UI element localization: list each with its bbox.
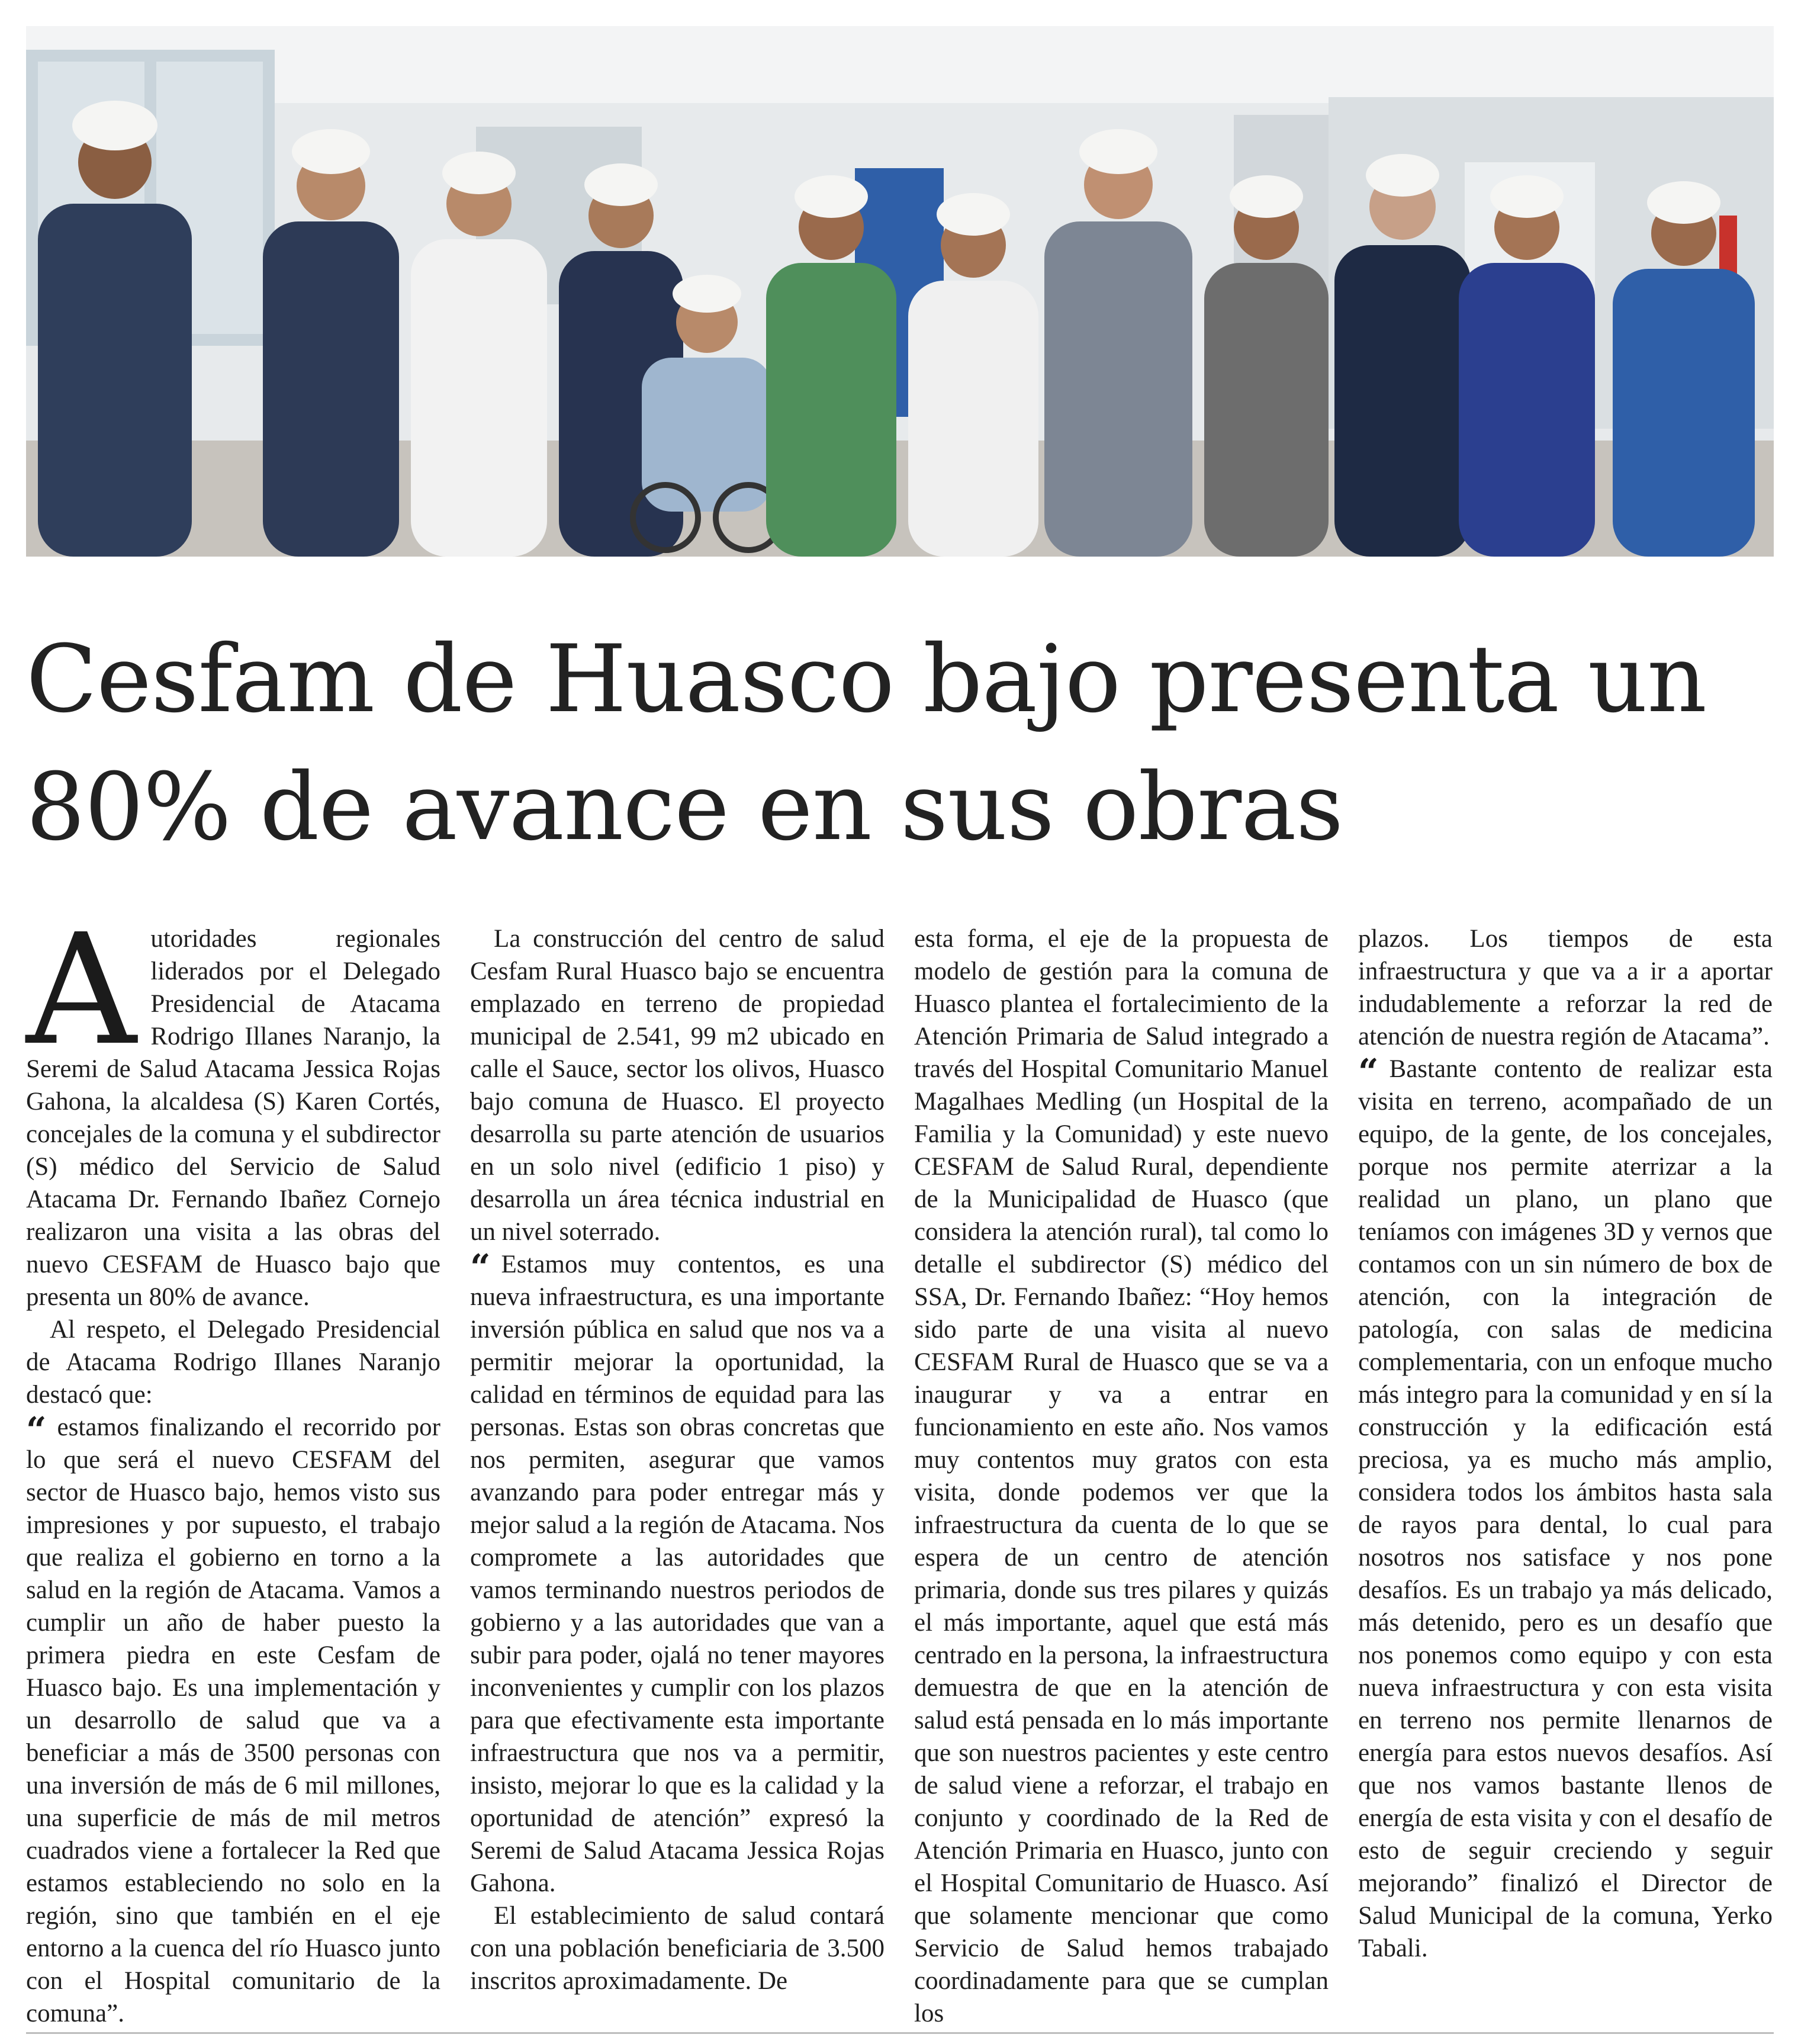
headline-line-1: Cesfam de Huasco bajo presenta un [26, 625, 1707, 734]
paragraph-text: Estamos muy contentos, es una nueva infraestructura, es una importante inversión pública en salud que nos va a permitir mejorar la oportunidad, la calidad en términos de equidad para las personas. Estas son obras concretas que nos permiten, asegurar que vamos avanzando para poder entregar más y mejor salud a la región de Atacama. Nos compromete a las autoridades que vamos terminando nuestros periodos de gobierno y a las autoridades que van a subir para poder, ojalá no tener mayores inconvenientes y cumplir con los plazos para que efectivamente esta importante infraestructura que nos va a permitir, insisto, mejorar lo que es la calidad y la oportunidad de atención” expresó la Seremi de Salud Atacama Jessica Rojas Gahona. [470, 1251, 885, 1897]
paragraph: El establecimiento de salud contará con una población beneficiaria de 3.500 inscritos aproximadamente. De [470, 1902, 885, 1995]
quote-paragraph [26, 1411, 440, 2030]
paragraph: esta forma, el eje de la propuesta de modelo de gestión para la comuna de Huasco plantea el fortalecimiento de la Atención Primaria de Salud integrado a través del Hospital Comunitario Manuel Magalhaes Medling (un Hospital de la Familia y la Comunidad) y este nuevo CESFAM de Salud Rural, dependiente de la Municipalidad de Huasco (que considera la atención rural), tal como lo detalle el subdirector (S) médico del SSA, Dr. Fernando Ibañez: “Hoy hemos sido parte de una visita al nuevo CESFAM Rural de Huasco que se va a inaugurar y va a entrar en funcionamiento en este año. Nos vamos muy contentos muy gratos con esta visita, donde podemos ver que la infraestructura da cuenta de lo que se espera de un centro de atención primaria, donde sus tres pilares y quizás el más importante, aquel que está más centrado en la persona, la infraestructura demuestra de que en la atención de salud está pensada en lo más importante que son nuestros pacientes y este centro de salud viene a reforzar, el trabajo en conjunto y coordinado de la Red de Atención Primaria en Huasco, junto con el Hospital Comunitario de Huasco. Así que solamente mencionar que como Servicio de Salud hemos trabajado coordinadamente para que se cumplan los [914, 925, 1329, 2027]
paragraph-text: estamos finalizando el recorrido por lo que será el nuevo CESFAM del sector de Huasco bajo, hemos visto sus impresiones y por supuesto, el trabajo que realiza el gobierno en torno a la salud en la región de Atacama. Vamos a cumplir un año de haber puesto la primera piedra en este Cesfam de Huasco bajo. Es una implementación y un desarrollo de salud que va a beneficiar a más de 3500 personas con una inversión de más de 6 mil millones, una superficie de más de mil metros cuadrados viene a fortalecer la Red que estamos estableciendo no solo en la región, sino que también en el eje entorno a la cuenca del río Huasco junto con el Hospital comunitario de la comuna”. [26, 1413, 440, 2027]
ceiling [26, 26, 1774, 103]
article-headline [26, 616, 1778, 872]
quote-mark-icon: “ [1358, 1052, 1379, 1093]
quote-paragraph [470, 1248, 885, 1900]
column-2 [470, 923, 885, 2030]
drop-cap: A [26, 901, 137, 1079]
bottom-divider [26, 2032, 1774, 2034]
paragraph: La construcción del centro de salud Cesfam Rural Huasco bajo se encuentra emplazado en terreno de propiedad municipal de 2.541, 99 m2 ubicado en calle el Sauce, sector los olivos, Huasco bajo comuna de Huasco. El proyecto desarrolla su parte atención de usuarios en un solo nivel (edificio 1 piso) y desarrolla un área técnica industrial en un nivel soterrado. [470, 925, 885, 1246]
quote-mark-icon: “ [470, 1247, 491, 1288]
headline-line-2: 80% de avance en sus obras [26, 753, 1343, 862]
column-3 [914, 923, 1329, 2030]
article-body [26, 901, 1774, 2027]
group-photo [26, 26, 1774, 557]
column-4 [1358, 923, 1773, 2030]
paragraph [26, 901, 440, 1313]
quote-paragraph [1358, 1053, 1773, 1965]
paragraph: Al respeto, el Delegado Presidencial de Atacama Rodrigo Illanes Naranjo destacó que: [26, 1316, 440, 1409]
quote-mark-icon: “ [26, 1410, 47, 1451]
paragraph-text: Bastante contento de realizar esta visita en terreno, acompañado de un equipo, de la gente, de los concejales, porque nos permite aterrizar a la realidad un plano, un plano que teníamos con imágenes 3D y vernos que contamos con un sin número de box de atención, con la integración de patología, con salas de medicina complementaria, con un enfoque mucho más integro para la comunidad y en sí la construcción y la edificación está preciosa, ya es mucho más amplio, considera todos los ámbitos hasta sala de rayos para dental, lo cual para nosotros nos satisface y nos pone desafíos. Es un trabajo ya más delicado, más detenido, pero es un desafío que nos ponemos como equipo y con esta nueva infraestructura y con esta visita en terreno nos permite llenarnos de energía para estos nuevos desafíos. Así que nos vamos bastante llenos de energía de esta visita y con el desafío de esto de seguir creciendo y seguir mejorando” finalizó el Director de Salud Municipal de la comuna, Yerko Tabali. [1358, 1055, 1773, 1962]
photo-illustration [26, 26, 1774, 557]
paragraph: plazos. Los tiempos de esta infraestructura y que va a ir a aportar indudablemente a reforzar la red de atención de nuestra región de Atacama”. [1358, 925, 1773, 1050]
paragraph-text: utoridades regionales liderados por el Delegado Presidencial de Atacama Rodrigo Illanes Naranjo, la Seremi de Salud Atacama Jessica Rojas Gahona, la alcaldesa (S) Karen Cortés, concejales de la comuna y el subdirector (S) médico del Servicio de Salud Atacama Dr. Fernando Ibañez Cornejo realizaron una visita a las obras del nuevo CESFAM de Huasco bajo que presenta un 80% de avance. [26, 925, 440, 1311]
column-1 [26, 901, 440, 2030]
